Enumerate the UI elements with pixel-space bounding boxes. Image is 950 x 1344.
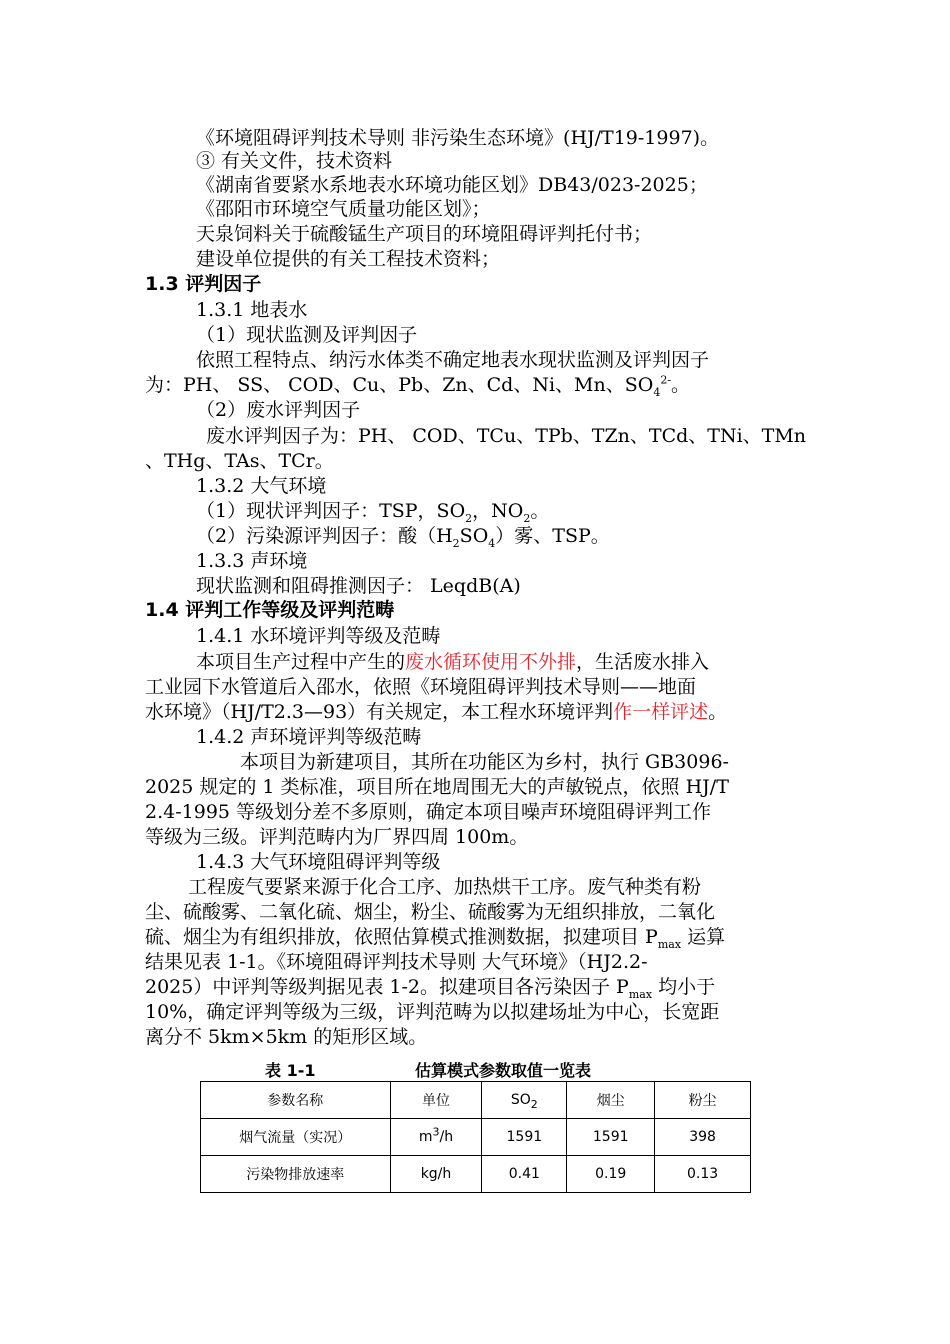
table-caption-number: 表 1-1: [265, 1061, 316, 1080]
text-span: kg/h: [420, 1166, 452, 1182]
text-span: 本项目生产过程中产生的: [196, 651, 406, 673]
text-span: /h: [439, 1129, 454, 1145]
subsection-heading: 1.3.2 大气环境: [196, 475, 327, 497]
text-span: ，生活废水排入: [576, 651, 710, 673]
superscript: 3: [432, 1125, 440, 1139]
superscript: 2-: [660, 373, 672, 387]
paragraph-line: [196, 524, 610, 548]
paragraph-line: 等级为三级。评判范畴内为厂界四周 100m。: [145, 826, 529, 848]
table-row: [201, 1156, 751, 1193]
paragraph-line: 离分不 5km×5km 的矩形区域。: [145, 1026, 428, 1048]
table-cell: 烟气流量（实况）: [201, 1119, 391, 1156]
parameter-table: [200, 1081, 751, 1193]
subscript: max: [628, 987, 653, 1001]
table-cell: 0.13: [655, 1156, 751, 1193]
paragraph-line: 2025 规定的 1 类标准，项目所在地周围无大的声敏锐点，依照 HJ/T: [145, 776, 729, 798]
text-span: 硫、烟尘为有组织排放，依照估算模式推测数据，拟建项目 P: [145, 926, 658, 948]
subsection-heading: 1.4.1 水环境评判等级及范畴: [196, 625, 441, 647]
header-cell: 烟尘: [567, 1082, 655, 1119]
subscript: max: [657, 937, 682, 951]
reference-line: ③ 有关文件，技术资料: [196, 150, 393, 172]
paragraph-line: 本项目为新建项目，其所在功能区为乡村，执行 GB3096-: [240, 751, 729, 773]
text-span: m: [418, 1129, 433, 1145]
text-span: 均小于: [652, 976, 716, 998]
table-cell: [390, 1156, 482, 1193]
text-span: 2025）中评判等级判据见表 1-2。拟建项目各污染因子 P: [145, 976, 629, 998]
paragraph-line: [145, 373, 690, 397]
table-cell: 398: [655, 1119, 751, 1156]
subscript: 4: [488, 536, 496, 550]
subsection-heading: 1.4.3 大气环境阻碍评判等级: [196, 851, 441, 873]
subsection-heading: 1.4.2 声环境评判等级范畴: [196, 726, 422, 748]
paragraph-line: 现状监测和阻碍推测因子： LeqdB(A): [196, 575, 521, 597]
paragraph-line: 工业园下水管道后入邵水，依照《环境阻碍评判技术导则——地面: [145, 676, 697, 698]
header-cell: 参数名称: [201, 1082, 391, 1119]
paragraph-line: [145, 700, 727, 724]
highlighted-text: 废水循环使用不外排: [405, 651, 577, 673]
table-cell: 污染物排放速率: [201, 1156, 391, 1193]
text-span: （1）现状评判因子：TSP，SO: [196, 500, 466, 522]
paragraph-line: （2）废水评判因子: [196, 399, 361, 421]
paragraph-line: [145, 925, 725, 949]
text-span: SO: [510, 1092, 531, 1108]
text-span: 。: [671, 374, 691, 396]
subsection-heading: 1.3.1 地表水: [196, 299, 308, 321]
paragraph-line: [196, 650, 709, 674]
paragraph-line: 工程废气要紧来源于化合工序、加热烘干工序。废气种类有粉: [188, 876, 702, 898]
header-cell: [482, 1082, 567, 1119]
highlighted-text: 作一样评述: [613, 701, 709, 723]
text-span: ，NO: [472, 500, 524, 522]
reference-line: 建设单位提供的有关工程技术资料；: [196, 248, 501, 270]
reference-line: 《环境阻碍评判技术导则 非污染生态环境》(HJ/T19-1997)。: [196, 127, 720, 149]
paragraph-line: [145, 975, 715, 999]
text-span: ）雾、TSP。: [495, 525, 610, 547]
reference-line: 《湖南省要紧水系地表水环境功能区划》DB43/023-2025；: [196, 174, 708, 196]
text-span: 。: [708, 701, 728, 723]
table-cell: 0.41: [482, 1156, 567, 1193]
paragraph-line: 结果见表 1-1。《环境阻碍评判技术导则 大气环境》（HJ2.2-: [145, 951, 648, 973]
table-header-row: [201, 1082, 751, 1119]
text-span: SO: [459, 525, 489, 547]
table-cell: 1591: [482, 1119, 567, 1156]
text-span: 水环境》（HJ/T2.3—93）有关规定，本工程水环境评判: [145, 701, 614, 723]
section-heading: 1.3 评判因子: [145, 273, 262, 295]
paragraph-line: 废水评判因子为：PH、 COD、TCu、TPb、TZn、TCd、TNi、TMn: [206, 425, 807, 447]
text-span: （2）污染源评判因子：酸（H: [196, 525, 453, 547]
subscript: 2: [452, 536, 460, 550]
paragraph-line: （1）现状监测及评判因子: [196, 324, 418, 346]
paragraph-line: 、THg、TAs、TCr。: [145, 450, 334, 472]
section-heading: 1.4 评判工作等级及评判范畴: [145, 599, 395, 621]
paragraph-line: [196, 499, 549, 523]
table-cell: [390, 1119, 482, 1156]
subsection-heading: 1.3.3 声环境: [196, 550, 308, 572]
paragraph-line: 2.4-1995 等级划分差不多原则，确定本项目噪声环境阻碍评判工作: [145, 801, 712, 823]
table-cell: 0.19: [567, 1156, 655, 1193]
reference-line: 天泉饲料关于硫酸锰生产项目的环境阻碍评判托付书；: [196, 223, 653, 245]
paragraph-line: 尘、硫酸雾、二氧化硫、烟尘，粉尘、硫酸雾为无组织排放，二氧化: [145, 901, 716, 923]
table-cell: 1591: [567, 1119, 655, 1156]
text-span: 。: [530, 500, 550, 522]
paragraph-line: 10%，确定评判等级为三级，评判范畴为以拟建场址为中心，长宽距: [145, 1001, 720, 1023]
subscript: 4: [653, 385, 661, 399]
reference-line: 《邵阳市环境空气质量功能区划》；: [196, 198, 491, 220]
subscript: 2: [530, 1097, 538, 1111]
text-span: 为：PH、 SS、 COD、Cu、Pb、Zn、Cd、Ni、Mn、SO: [145, 374, 654, 396]
table-row: [201, 1119, 751, 1156]
subscript: 2: [523, 511, 531, 525]
subscript: 2: [465, 511, 473, 525]
header-cell: 粉尘: [655, 1082, 751, 1119]
header-cell: 单位: [390, 1082, 482, 1119]
text-span: 运算: [681, 926, 726, 948]
table-caption-title: 估算模式参数取值一览表: [415, 1061, 592, 1080]
paragraph-line: 依照工程特点、纳污水体类不确定地表水现状监测及评判因子: [196, 349, 710, 371]
